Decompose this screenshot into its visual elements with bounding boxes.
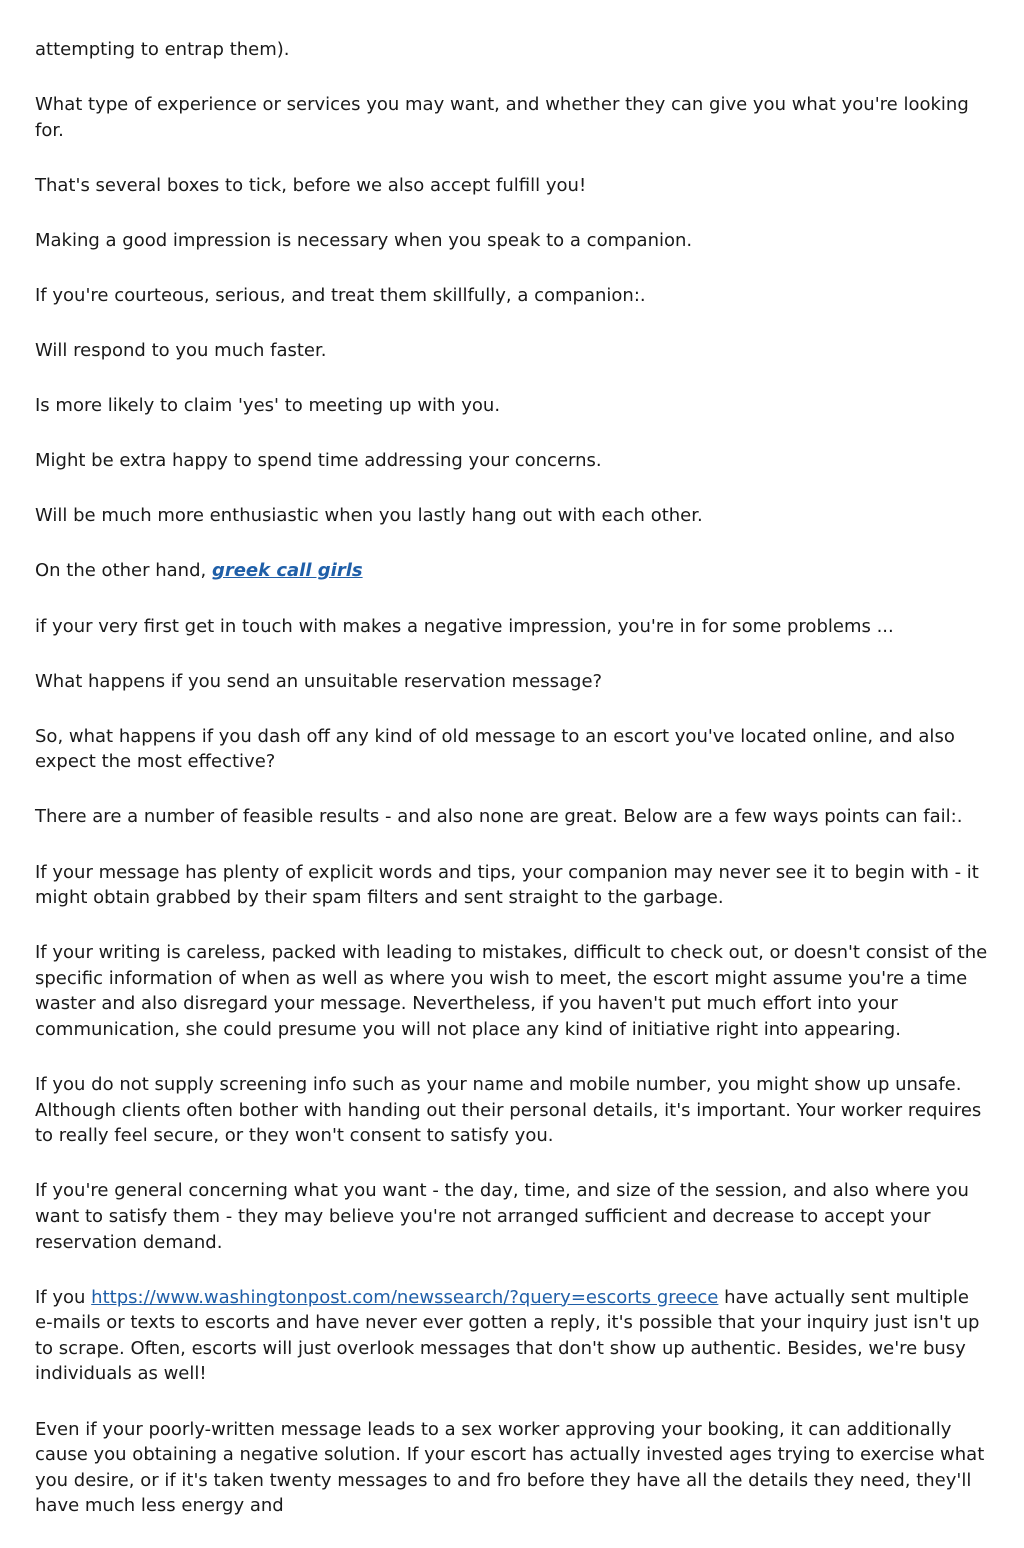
paragraph: Might be extra happy to spend time addressing your concerns.	[35, 450, 602, 472]
paragraph: There are a number of feasible results - and also none are great. Below are a few ways points can fail:.	[35, 806, 963, 828]
paragraph: Even if your poorly-written message leads to a sex worker approving your booking, it can additionally cause you obtaining a negative solution. If your escort has actually invested ages trying to exercise what you desire, or if it's taken twenty messages to and fro before they have all the details they need, they'll have much less energy and	[35, 1418, 985, 1517]
paragraph-prefix: On the other hand,	[35, 560, 212, 582]
paragraph: What type of experience or services you may want, and whether they can give you what you're looking for.	[35, 94, 969, 141]
paragraph: If you do not supply screening info such as your name and mobile number, you might show up unsafe. Although clients often bother with handing out their personal details, it's important. Your worker requires to really feel secure, or they won't consent to satisfy you.	[35, 1074, 982, 1147]
paragraph: if your very first get in touch with makes a negative impression, you're in for some problems ...	[35, 615, 894, 637]
paragraph: Is more likely to claim 'yes' to meeting up with you.	[35, 395, 501, 417]
paragraph: Will respond to you much faster.	[35, 340, 327, 362]
paragraph: What happens if you send an unsuitable reservation message?	[35, 670, 603, 692]
paragraph-prefix: If you	[35, 1286, 92, 1308]
washingtonpost-search-link[interactable]: https://www.washingtonpost.com/newssearch/?query=escorts greece	[91, 1286, 719, 1308]
paragraph: If your message has plenty of explicit words and tips, your companion may never see it to begin with - it might obtain grabbed by their spam filters and sent straight to the garbage.	[35, 861, 979, 909]
paragraph-with-link	[35, 558, 990, 584]
paragraph-suffix: have actually sent multiple e-mails or texts to escorts and have never ever gotten a reply, it's possible that your inquiry just isn't up to scrape. Often, escorts will just overlook messages that don't show up authentic. Besides, we're busy individuals as well!	[35, 1286, 980, 1385]
paragraph: If your writing is careless, packed with leading to mistakes, difficult to check out, or doesn't consist of the specific information of when as well as where you wish to meet, the escort might assume you're a time waster and also disregard your message. Nevertheless, if you haven't put much effort into your communication, she could presume you will not place any kind of initiative right into appearing.	[35, 942, 988, 1040]
paragraph-with-link	[35, 1285, 990, 1387]
paragraph: Will be much more enthusiastic when you lastly hang out with each other.	[35, 505, 703, 527]
greek-call-girls-link[interactable]: greek call girls	[211, 560, 363, 582]
paragraph: If you're courteous, serious, and treat them skillfully, a companion:.	[35, 284, 646, 306]
paragraph: If you're general concerning what you want - the day, time, and size of the session, and also where you want to satisfy them - they may believe you're not arranged sufficient and decrease to accept your reservation demand.	[35, 1180, 969, 1253]
paragraph: That's several boxes to tick, before we also accept fulfill you!	[35, 174, 587, 196]
paragraph: So, what happens if you dash off any kind of old message to an escort you've located online, and also expect the most effective?	[35, 725, 955, 773]
paragraph: Making a good impression is necessary when you speak to a companion.	[35, 229, 693, 251]
paragraph: attempting to entrap them).	[35, 39, 290, 60]
document-body	[35, 0, 990, 1548]
